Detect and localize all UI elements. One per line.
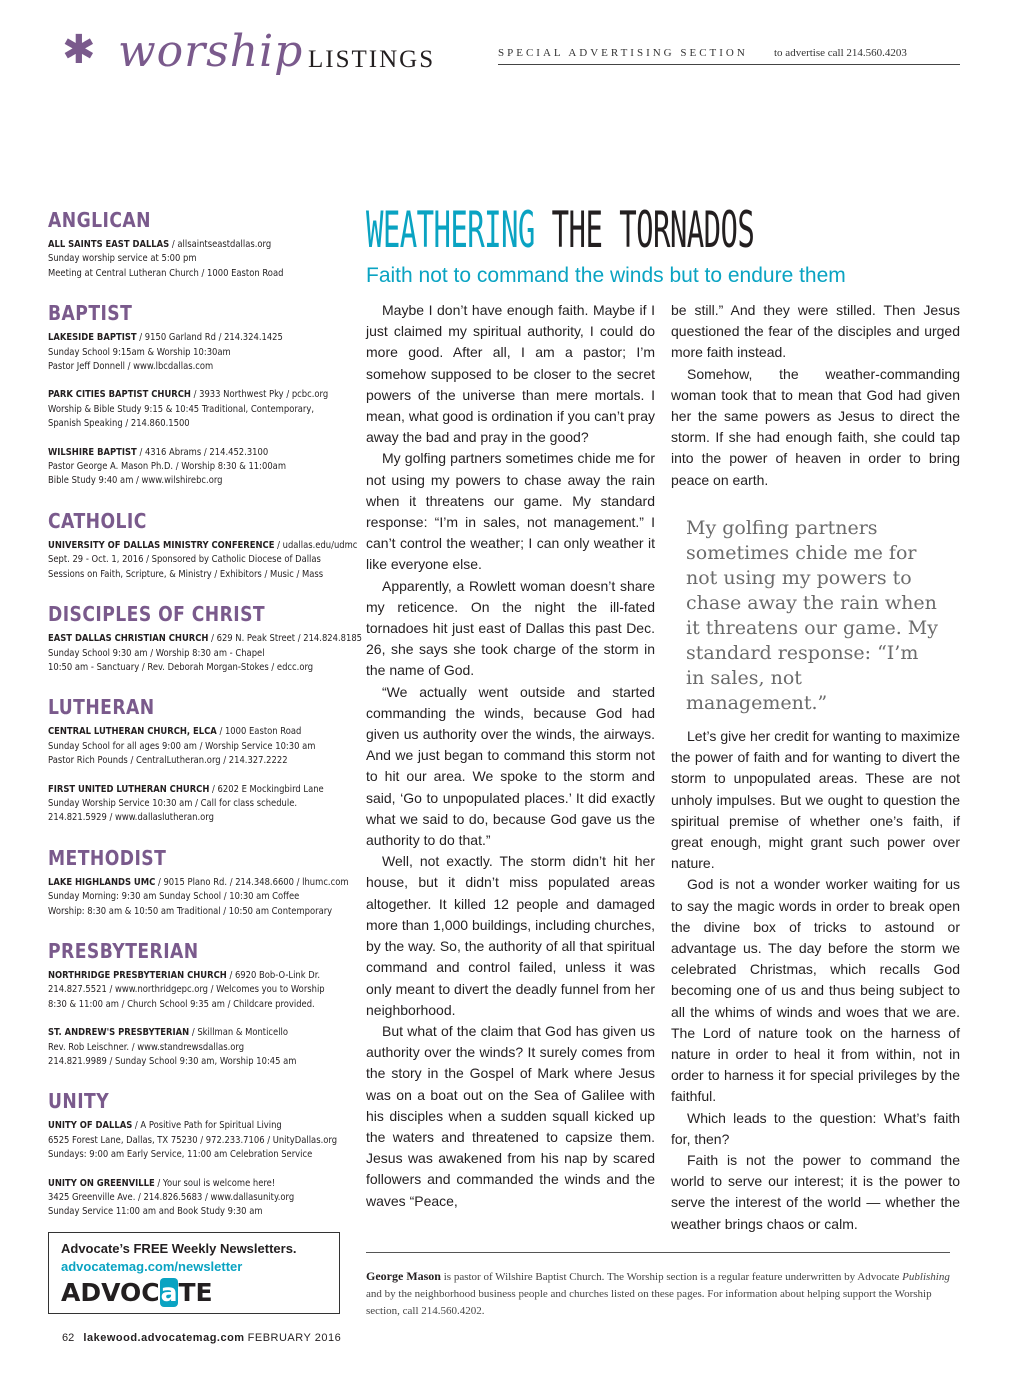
church-detail: Sessions on Faith, Scripture, & Ministry / Exhibitors / Music / Mass	[48, 568, 324, 580]
article-title: WEATHERING THE TORNADOS	[366, 201, 755, 259]
church-name: EAST DALLAS CHRISTIAN CHURCH	[48, 633, 209, 645]
church-detail: Worship & Bible Study 9:15 & 10:45 Traditional, Contemporary,	[48, 403, 315, 415]
church-listing	[48, 388, 348, 431]
article-paragraph: Well, not exactly. The storm didn’t hit her house, but it didn’t miss populated areas altogether. It killed 12 people and damaged more than 1,000 buildings, including churches, by the way. So, the authority of all that spiritual command and control failed, unless it was only meant to divert the deadly funnel from her neighborhood.	[366, 853, 655, 1018]
article-column-2-top	[671, 300, 960, 491]
church-detail: / Skillman & Monticello	[191, 1027, 289, 1039]
church-listing	[48, 783, 348, 826]
page-number: 62	[62, 1332, 75, 1344]
church-detail: Sunday Morning: 9:30 am Sunday School / 10:30 am Coffee	[48, 891, 300, 903]
church-listing	[48, 1119, 348, 1162]
church-detail: / 9015 Plano Rd. / 214.348.6600 / lhumc.com	[157, 876, 349, 888]
flower-icon: ✱	[62, 27, 96, 73]
article-paragraph: Faith is not the power to command the world to serve our interest; it is the power to serve the interest of the world — whether the weather brings chaos or calm.	[671, 1152, 960, 1232]
newsletter-link[interactable]: advocatemag.com/newsletter	[61, 1259, 243, 1274]
article-paragraph: Apparently, a Rowlett woman doesn’t share my reticence. On the night the ill-fated tornadoes hit just east of Dallas this past Dec. 26, she says she took charge of the storm in the name of God.	[366, 577, 655, 679]
church-detail: / 6920 Bob-O-Link Dr.	[229, 969, 321, 981]
church-name: UNIVERSITY OF DALLAS MINISTRY CONFERENCE	[48, 539, 275, 551]
church-name: ST. ANDREW'S PRESBYTERIAN	[48, 1027, 190, 1039]
church-detail: Sunday School 9:30 am / Worship 8:30 am - Chapel	[48, 647, 265, 659]
church-name: LAKESIDE BAPTIST	[48, 332, 137, 344]
church-detail: Meeting at Central Lutheran Church / 1000 Easton Road	[48, 267, 284, 279]
category-title: BAPTIST	[48, 301, 133, 326]
church-detail: Spanish Speaking / 214.860.1500	[48, 418, 190, 430]
church-detail: Pastor Jeff Donnell / www.lbcdallas.com	[48, 361, 214, 373]
worship-listings	[48, 208, 363, 1240]
advertise-phone: to advertise call 214.560.4203	[774, 47, 907, 59]
church-listing	[48, 725, 348, 768]
church-detail: / 1000 Easton Road	[219, 726, 302, 738]
church-listing	[48, 1026, 348, 1069]
church-name: ALL SAINTS EAST DALLAS	[48, 239, 170, 250]
church-listing	[48, 1177, 348, 1220]
listing-category	[48, 208, 348, 281]
church-listing	[48, 238, 348, 281]
listing-category	[48, 846, 348, 919]
newsletter-ad[interactable]	[48, 1232, 340, 1314]
article-paragraph: be still.” And they were stilled. Then Jesus questioned the fear of the disciples and urged more faith instead.	[671, 302, 960, 361]
advocate-logo: ADVOCaTE	[61, 1278, 213, 1307]
church-detail: / allsaintseastdallas.org	[171, 239, 272, 250]
newsletter-ad-headline: Advocate’s FREE Weekly Newsletters.	[61, 1241, 297, 1256]
listing-category	[48, 602, 363, 675]
church-name: FIRST UNITED LUTHERAN CHURCH	[48, 783, 210, 795]
category-title: ANGLICAN	[48, 208, 151, 232]
church-detail: / 6202 E Mockingbird Lane	[212, 783, 324, 795]
church-listing	[48, 446, 348, 489]
church-listing	[48, 539, 358, 582]
category-title: UNITY	[48, 1089, 110, 1114]
church-detail: 8:30 & 11:00 am / Church School 9:35 am / Childcare provided.	[48, 998, 315, 1010]
category-title: DISCIPLES OF CHRIST	[48, 602, 266, 627]
listing-category	[48, 508, 358, 582]
article-paragraph: But what of the claim that God has given us authority over the winds? It surely comes from the story in the Gospel of Mark where Jesus was on a boat out on the Sea of Galilee with his disciples when a sudden squall kicked up the waters and threatened to capsize them. Jesus was awakened from his nap by scared followers and commanded the winds and the waves “Peace,	[366, 1022, 655, 1209]
page-footer	[62, 1332, 341, 1344]
article-paragraph: Somehow, the weather-commanding woman took that to mean that God had given her the same powers as Jesus to direct the storm. If she had enough faith, she could tap into the power of heaven in order to bring peace on earth.	[671, 365, 960, 488]
listing-category	[48, 939, 348, 1069]
article-column-2-bottom	[671, 726, 960, 1235]
church-name: UNITY ON GREENVILLE	[48, 1177, 155, 1189]
bio-rule	[366, 1252, 950, 1253]
church-detail: Sundays: 9:00 am Early Service, 11:00 am Celebration Service	[48, 1149, 313, 1161]
article-paragraph: Let’s give her credit for wanting to maximize the power of faith and for wanting to divert the storm to unpopulated areas. These are not unholy impulses. But we ought to question the spiritual premise of whether one’s faith, if great enough, might grant such power over nature.	[671, 728, 960, 872]
article-column-1	[366, 300, 655, 1212]
author-bio: George Mason is pastor of Wilshire Baptist Church. The Worship section is a regular feature underwritten by Advocate Publishing and by the neighborhood business people and churches listed on these pages. For information about helping support the Worship section, call 214.560.4202.	[366, 1269, 950, 1317]
footer-issue-date: FEBRUARY 2016	[247, 1332, 342, 1344]
church-detail: 214.821.9989 / Sunday School 9:30 am, Worship 10:45 am	[48, 1056, 297, 1067]
category-title: METHODIST	[48, 845, 167, 870]
church-listing	[48, 331, 348, 374]
church-detail: Sunday School 9:15am & Worship 10:30am	[48, 346, 231, 358]
church-name: UNITY OF DALLAS	[48, 1120, 133, 1132]
church-detail: / 4316 Abrams / 214.452.3100	[139, 446, 269, 458]
category-title: PRESBYTERIAN	[48, 938, 199, 963]
church-name: LAKE HIGHLANDS UMC	[48, 876, 156, 888]
church-detail: / A Positive Path for Spiritual Living	[134, 1120, 282, 1132]
church-detail: 3425 Greenville Ave. / 214.826.5683 / www.dallasunity.org	[48, 1192, 295, 1204]
church-detail: / Your soul is welcome here!	[157, 1177, 276, 1189]
church-listing	[48, 969, 348, 1012]
church-detail: Worship: 8:30 am & 10:50 am Traditional / 10:50 am Contemporary	[48, 905, 333, 917]
church-detail: / 3933 Northwest Pky / pcbc.org	[193, 389, 329, 401]
category-title: LUTHERAN	[48, 695, 155, 720]
article-paragraph: “We actually went outside and started commanding the winds, because God had given us authority over the winds, the airways. And we just began to command this storm not to hit our area. We spoke to the storm and said, ‘Go to unpopulated places.’ It did exactly what we said to do, because God gave us the authority to do that.”	[366, 683, 655, 849]
section-title-script: worship	[118, 26, 304, 77]
article-paragraph: Which leads to the question: What’s faith for, then?	[671, 1109, 960, 1147]
church-detail: Rev. Rob Leischner. / www.standrewsdallas.org	[48, 1041, 245, 1053]
church-detail: 214.821.5929 / www.dallaslutheran.org	[48, 812, 214, 824]
header-rule	[498, 64, 960, 65]
church-detail: Bible Study 9:40 am / www.wilshirebc.org	[48, 475, 223, 487]
church-detail: Sept. 29 - Oct. 1, 2016 / Sponsored by Catholic Diocese of Dallas	[48, 554, 321, 566]
church-detail: / 629 N. Peak Street / 214.824.8185	[211, 633, 363, 645]
listing-category	[48, 1089, 348, 1219]
article-subtitle: Faith not to command the winds but to endure them	[366, 264, 846, 287]
section-title-caps: LISTINGS	[308, 46, 436, 73]
special-advertising-label: SPECIAL ADVERTISING SECTION	[498, 47, 748, 59]
article-paragraph: My golfing partners sometimes chide me for not using my powers to chase away the rain when it threatens our game. My standard response: “I’m in sales, not management.” I can’t control the weather; I can only weather it like everyone else.	[366, 450, 655, 573]
church-listing	[48, 632, 363, 675]
article-paragraph: Maybe I don’t have enough faith. Maybe if I just claimed my spiritual authority, I could do more good. After all, I am a pastor; I’m somehow supposed to be closer to the secret powers of the universe than mere mortals. I mean, what good is ordination if you can’t pray away the bad and pray in the good?	[366, 302, 655, 446]
church-detail: Sunday Service 11:00 am and Book Study 9:30 am	[48, 1206, 263, 1218]
pull-quote: My golfing partners sometimes chide me for not using my powers to chase away the rain when it threatens our game. My standard response: “I’m in sales, not management.”	[686, 517, 939, 714]
church-detail: Pastor George A. Mason Ph.D. / Worship 8:30 & 11:00am	[48, 461, 287, 473]
church-listing	[48, 876, 348, 919]
church-detail: 214.827.5521 / www.northridgepc.org / Welcomes you to Worship	[48, 984, 325, 996]
church-detail: / udallas.edu/udmc	[277, 539, 358, 551]
footer-site: lakewood.advocatemag.com	[83, 1332, 245, 1344]
church-detail: / 9150 Garland Rd / 214.324.1425	[139, 332, 283, 344]
church-name: CENTRAL LUTHERAN CHURCH, ELCA	[48, 726, 217, 738]
church-detail: Sunday School for all ages 9:00 am / Worship Service 10:30 am	[48, 740, 316, 752]
church-name: WILSHIRE BAPTIST	[48, 446, 137, 458]
church-name: NORTHRIDGE PRESBYTERIAN CHURCH	[48, 969, 227, 981]
church-detail: 6525 Forest Lane, Dallas, TX 75230 / 972.233.7106 / UnityDallas.org	[48, 1134, 338, 1146]
article-paragraph: God is not a wonder worker waiting for us to say the magic words in order to break open the divine box of tricks to astound or advantage us. The day before the storm we celebrated Christmas, which recalls God becoming one of us and thus being subject to all the whims of winds and woes that we are. The Lord of nature took on the harness of nature in order to heal it from within, not in order to harness it for special privileges by the faithful.	[671, 876, 960, 1105]
church-name: PARK CITIES BAPTIST CHURCH	[48, 389, 191, 401]
church-detail: 10:50 am - Sanctuary / Rev. Deborah Morgan-Stokes / edcc.org	[48, 661, 314, 673]
church-detail: Sunday Worship Service 10:30 am / Call for class schedule.	[48, 797, 298, 809]
church-detail: Pastor Rich Pounds / CentralLutheran.org / 214.327.2222	[48, 755, 288, 767]
page-header	[62, 28, 962, 78]
church-detail: Sunday worship service at 5:00 pm	[48, 253, 197, 265]
category-title: CATHOLIC	[48, 508, 147, 533]
listing-category	[48, 695, 348, 825]
listing-category	[48, 301, 348, 489]
